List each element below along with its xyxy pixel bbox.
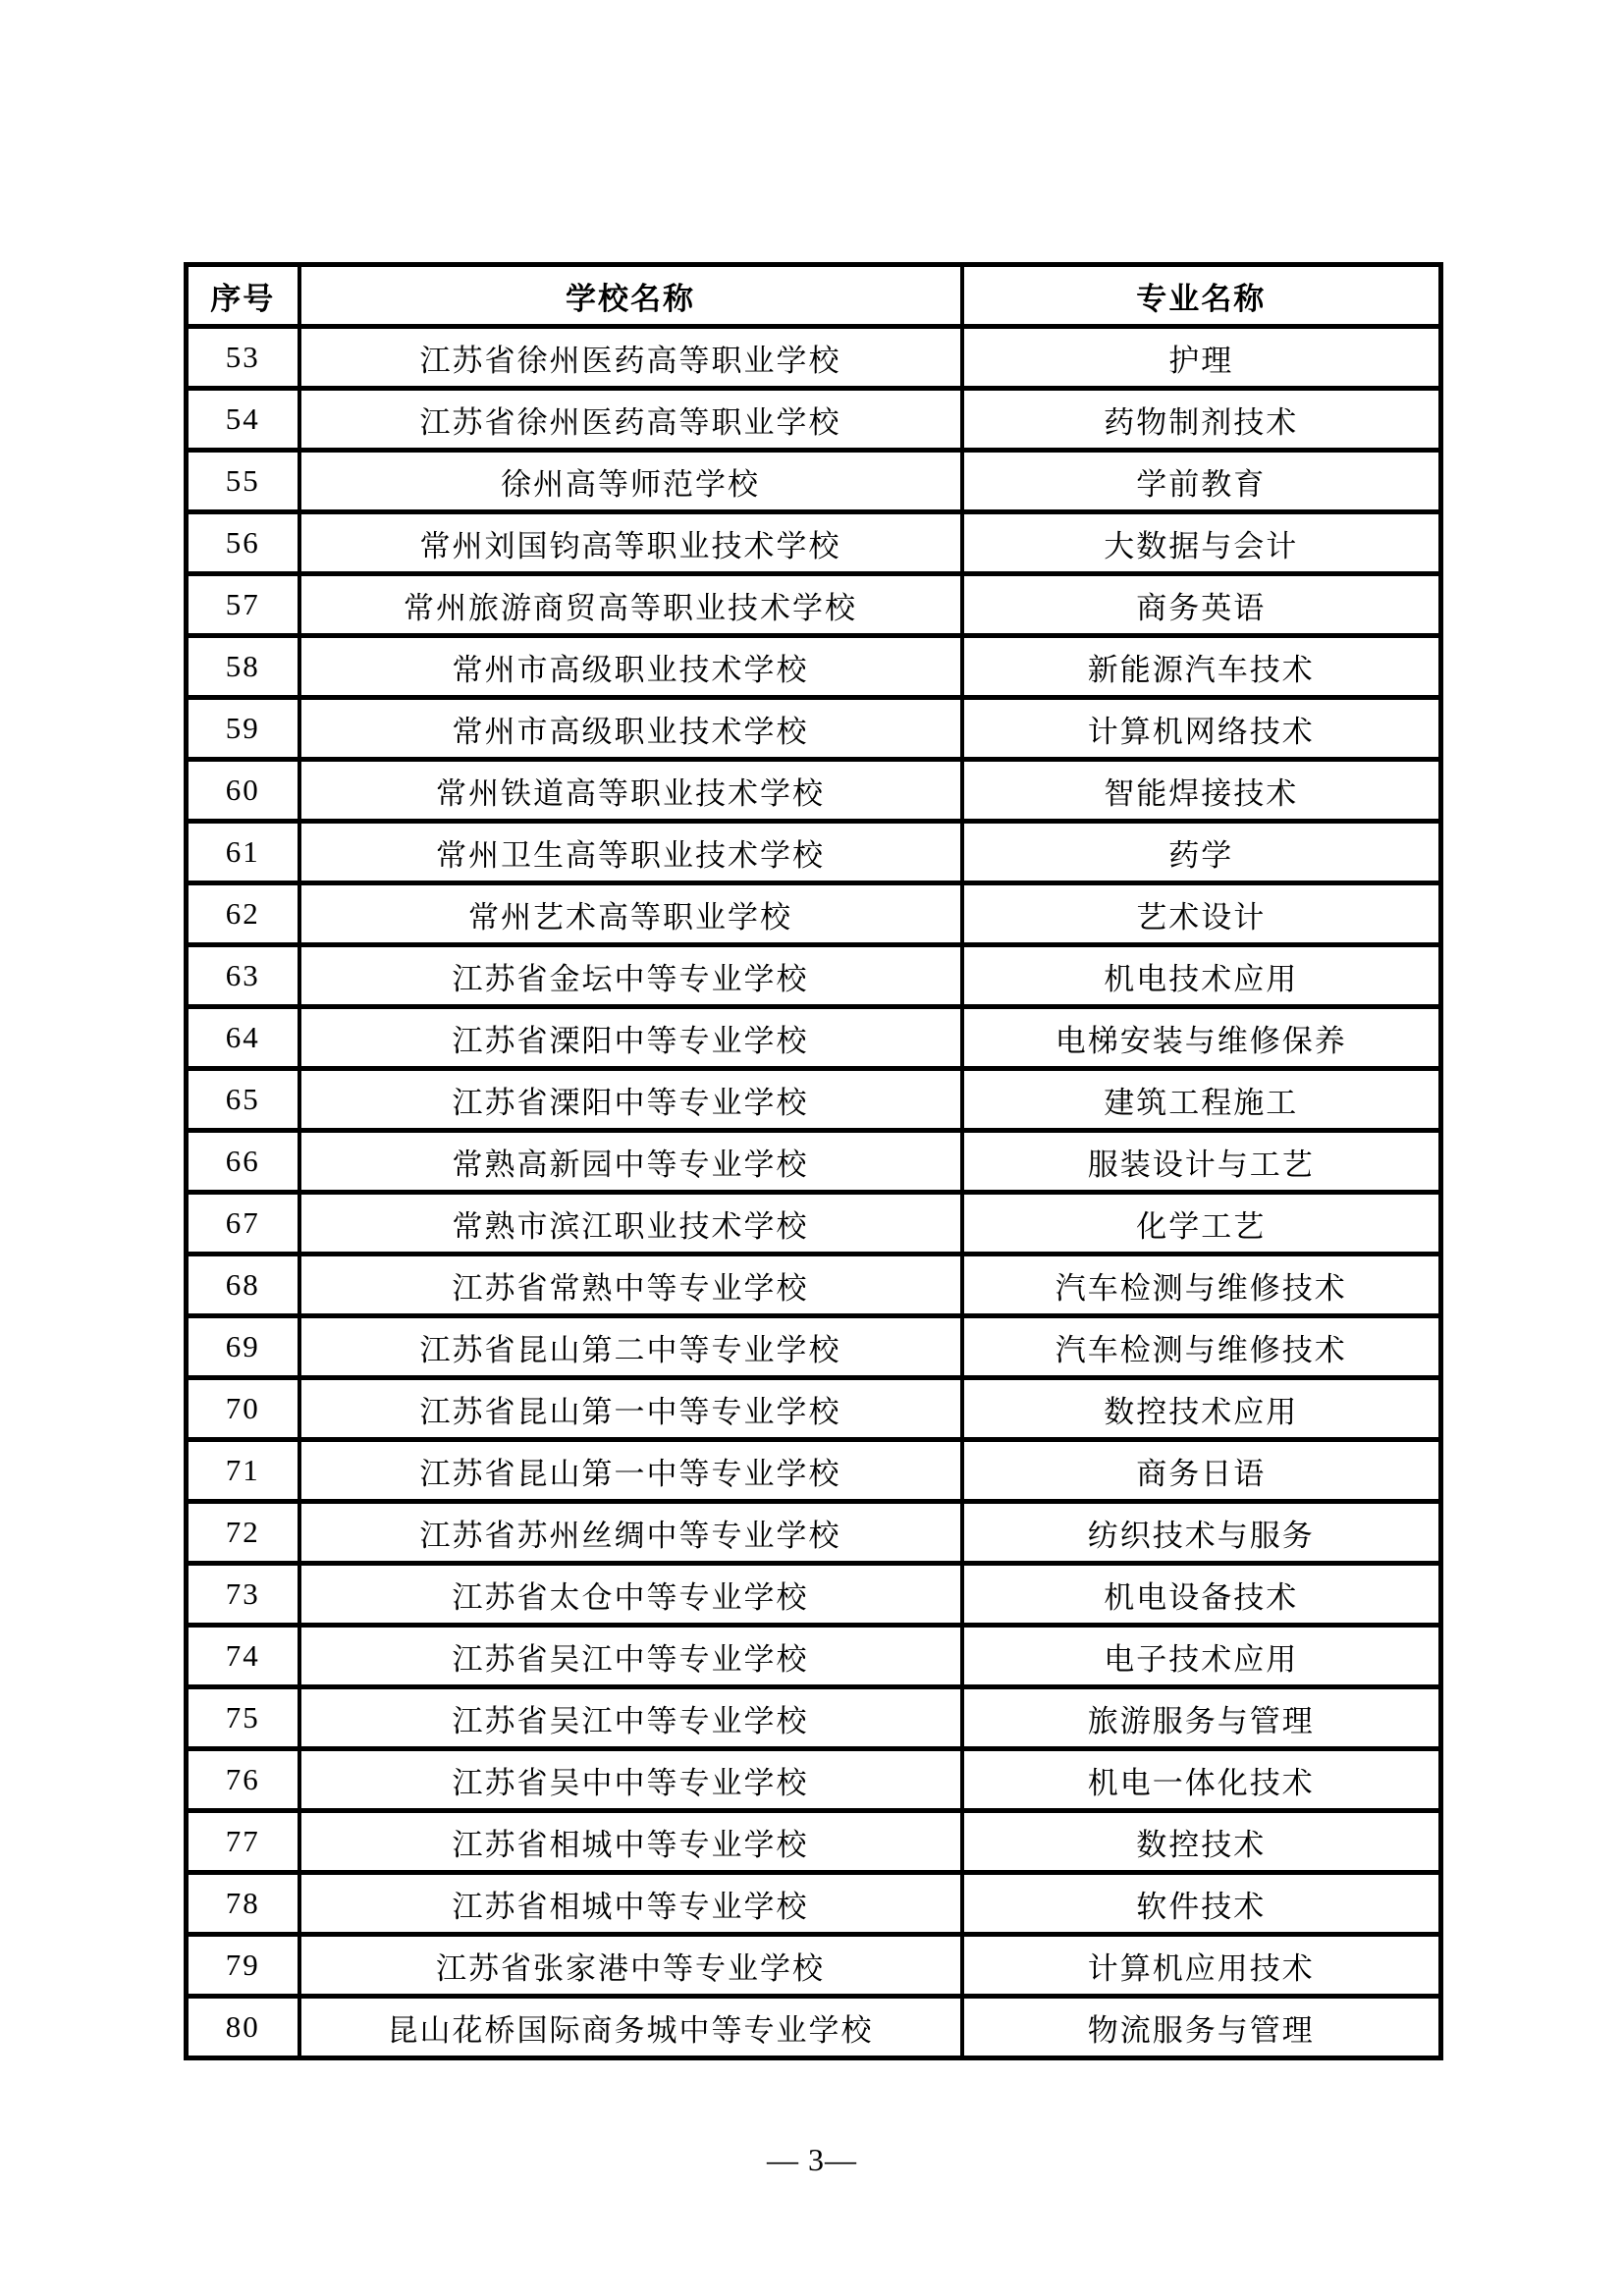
cell-major-name: 药学 — [962, 822, 1441, 883]
cell-school-name: 江苏省金坛中等专业学校 — [299, 945, 962, 1007]
cell-school-name: 江苏省相城中等专业学校 — [299, 1873, 962, 1935]
cell-serial-number: 60 — [187, 760, 299, 822]
table-row — [187, 1502, 1441, 1564]
cell-school-name: 江苏省昆山第二中等专业学校 — [299, 1316, 962, 1378]
cell-serial-number: 58 — [187, 636, 299, 698]
table-header — [187, 265, 1441, 327]
cell-serial-number: 73 — [187, 1564, 299, 1626]
column-header-school: 学校名称 — [299, 265, 962, 327]
cell-major-name: 电梯安装与维修保养 — [962, 1007, 1441, 1069]
cell-major-name: 机电技术应用 — [962, 945, 1441, 1007]
cell-serial-number: 53 — [187, 327, 299, 389]
table-row — [187, 698, 1441, 760]
cell-major-name: 机电一体化技术 — [962, 1749, 1441, 1811]
table-row — [187, 1131, 1441, 1193]
cell-major-name: 汽车检测与维修技术 — [962, 1255, 1441, 1316]
cell-major-name: 药物制剂技术 — [962, 389, 1441, 451]
cell-major-name: 电子技术应用 — [962, 1626, 1441, 1687]
table-row — [187, 1811, 1441, 1873]
cell-school-name: 常熟高新园中等专业学校 — [299, 1131, 962, 1193]
cell-serial-number: 54 — [187, 389, 299, 451]
cell-school-name: 常州卫生高等职业技术学校 — [299, 822, 962, 883]
cell-major-name: 艺术设计 — [962, 883, 1441, 945]
cell-serial-number: 78 — [187, 1873, 299, 1935]
table-row — [187, 1440, 1441, 1502]
cell-school-name: 江苏省溧阳中等专业学校 — [299, 1069, 962, 1131]
cell-major-name: 计算机网络技术 — [962, 698, 1441, 760]
cell-major-name: 旅游服务与管理 — [962, 1687, 1441, 1749]
table-row — [187, 1935, 1441, 1997]
table-row — [187, 1007, 1441, 1069]
table-row — [187, 1193, 1441, 1255]
cell-school-name: 常州市高级职业技术学校 — [299, 698, 962, 760]
table-row — [187, 883, 1441, 945]
cell-serial-number: 55 — [187, 451, 299, 512]
cell-major-name: 智能焊接技术 — [962, 760, 1441, 822]
cell-school-name: 昆山花桥国际商务城中等专业学校 — [299, 1997, 962, 2058]
cell-school-name: 常州铁道高等职业技术学校 — [299, 760, 962, 822]
table-row — [187, 636, 1441, 698]
cell-serial-number: 80 — [187, 1997, 299, 2058]
cell-serial-number: 57 — [187, 574, 299, 636]
table-row — [187, 822, 1441, 883]
table-row — [187, 1749, 1441, 1811]
cell-major-name: 数控技术 — [962, 1811, 1441, 1873]
cell-serial-number: 67 — [187, 1193, 299, 1255]
cell-serial-number: 66 — [187, 1131, 299, 1193]
table-row — [187, 574, 1441, 636]
cell-major-name: 计算机应用技术 — [962, 1935, 1441, 1997]
table-row — [187, 1873, 1441, 1935]
cell-serial-number: 63 — [187, 945, 299, 1007]
cell-serial-number: 56 — [187, 512, 299, 574]
cell-school-name: 江苏省常熟中等专业学校 — [299, 1255, 962, 1316]
table-row — [187, 1564, 1441, 1626]
cell-serial-number: 76 — [187, 1749, 299, 1811]
cell-serial-number: 70 — [187, 1378, 299, 1440]
cell-serial-number: 59 — [187, 698, 299, 760]
cell-serial-number: 62 — [187, 883, 299, 945]
cell-school-name: 江苏省溧阳中等专业学校 — [299, 1007, 962, 1069]
cell-serial-number: 61 — [187, 822, 299, 883]
table-row — [187, 1316, 1441, 1378]
cell-school-name: 常州艺术高等职业学校 — [299, 883, 962, 945]
cell-major-name: 学前教育 — [962, 451, 1441, 512]
cell-school-name: 常熟市滨江职业技术学校 — [299, 1193, 962, 1255]
table-row — [187, 512, 1441, 574]
cell-school-name: 江苏省吴江中等专业学校 — [299, 1626, 962, 1687]
table-row — [187, 1626, 1441, 1687]
page-number: — 3— — [767, 2142, 857, 2177]
school-major-table — [184, 262, 1443, 2060]
table-row — [187, 1997, 1441, 2058]
cell-school-name: 江苏省太仓中等专业学校 — [299, 1564, 962, 1626]
cell-major-name: 新能源汽车技术 — [962, 636, 1441, 698]
cell-school-name: 江苏省徐州医药高等职业学校 — [299, 327, 962, 389]
cell-serial-number: 75 — [187, 1687, 299, 1749]
column-header-major: 专业名称 — [962, 265, 1441, 327]
cell-serial-number: 79 — [187, 1935, 299, 1997]
cell-major-name: 数控技术应用 — [962, 1378, 1441, 1440]
table-row — [187, 760, 1441, 822]
cell-major-name: 服装设计与工艺 — [962, 1131, 1441, 1193]
cell-major-name: 护理 — [962, 327, 1441, 389]
cell-major-name: 纺织技术与服务 — [962, 1502, 1441, 1564]
cell-school-name: 江苏省徐州医药高等职业学校 — [299, 389, 962, 451]
table-row — [187, 1069, 1441, 1131]
cell-school-name: 常州旅游商贸高等职业技术学校 — [299, 574, 962, 636]
cell-major-name: 大数据与会计 — [962, 512, 1441, 574]
cell-school-name: 江苏省相城中等专业学校 — [299, 1811, 962, 1873]
cell-school-name: 常州刘国钧高等职业技术学校 — [299, 512, 962, 574]
cell-major-name: 汽车检测与维修技术 — [962, 1316, 1441, 1378]
cell-major-name: 物流服务与管理 — [962, 1997, 1441, 2058]
cell-serial-number: 71 — [187, 1440, 299, 1502]
cell-serial-number: 64 — [187, 1007, 299, 1069]
cell-serial-number: 77 — [187, 1811, 299, 1873]
table-row — [187, 1378, 1441, 1440]
cell-serial-number: 72 — [187, 1502, 299, 1564]
cell-school-name: 江苏省昆山第一中等专业学校 — [299, 1440, 962, 1502]
cell-serial-number: 68 — [187, 1255, 299, 1316]
cell-school-name: 徐州高等师范学校 — [299, 451, 962, 512]
page-footer — [0, 2142, 1624, 2178]
table-row — [187, 327, 1441, 389]
cell-school-name: 江苏省吴江中等专业学校 — [299, 1687, 962, 1749]
cell-major-name: 商务英语 — [962, 574, 1441, 636]
table-body — [187, 327, 1441, 2058]
cell-serial-number: 74 — [187, 1626, 299, 1687]
header-row — [187, 265, 1441, 327]
table-row — [187, 1255, 1441, 1316]
cell-school-name: 江苏省昆山第一中等专业学校 — [299, 1378, 962, 1440]
cell-major-name: 化学工艺 — [962, 1193, 1441, 1255]
cell-serial-number: 65 — [187, 1069, 299, 1131]
table-row — [187, 945, 1441, 1007]
cell-school-name: 江苏省张家港中等专业学校 — [299, 1935, 962, 1997]
table-row — [187, 389, 1441, 451]
column-header-no: 序号 — [187, 265, 299, 327]
table-row — [187, 451, 1441, 512]
cell-school-name: 常州市高级职业技术学校 — [299, 636, 962, 698]
cell-serial-number: 69 — [187, 1316, 299, 1378]
table-row — [187, 1687, 1441, 1749]
cell-major-name: 建筑工程施工 — [962, 1069, 1441, 1131]
cell-school-name: 江苏省苏州丝绸中等专业学校 — [299, 1502, 962, 1564]
cell-school-name: 江苏省吴中中等专业学校 — [299, 1749, 962, 1811]
cell-major-name: 软件技术 — [962, 1873, 1441, 1935]
cell-major-name: 机电设备技术 — [962, 1564, 1441, 1626]
cell-major-name: 商务日语 — [962, 1440, 1441, 1502]
